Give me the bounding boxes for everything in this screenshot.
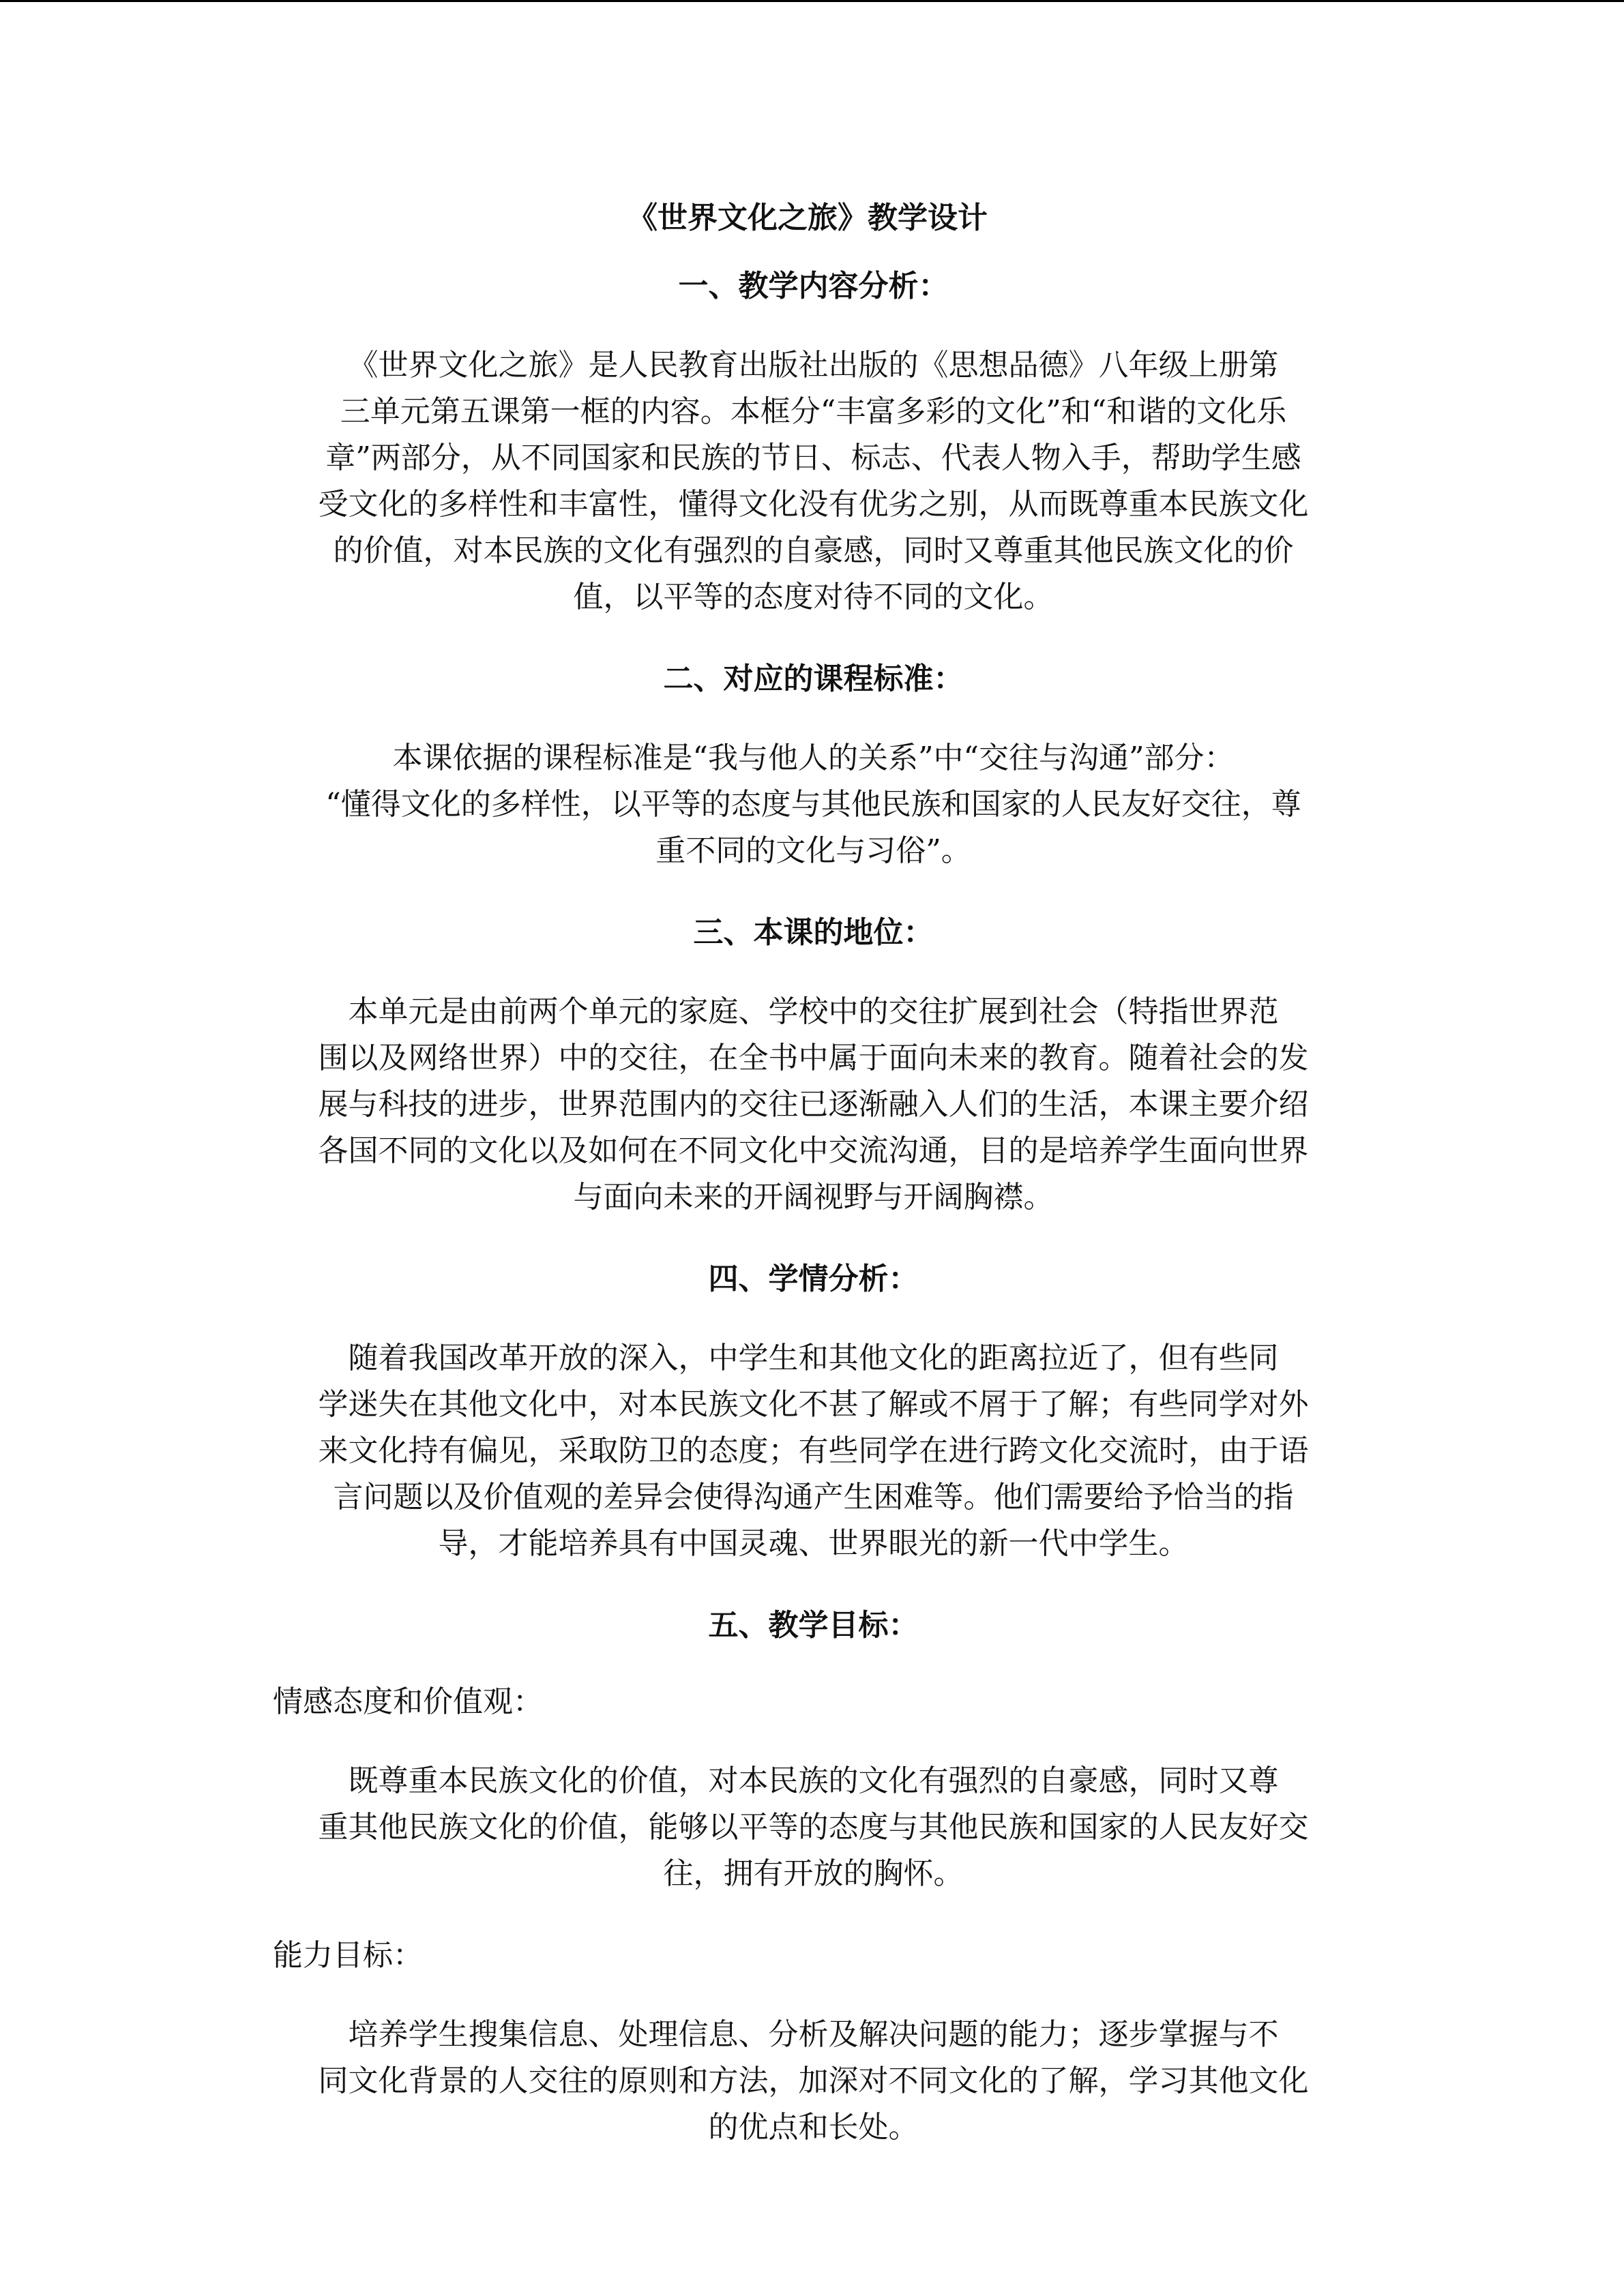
- section-heading-learner-analysis: 四、学情分析：: [708, 1262, 919, 1296]
- paragraph-line: 各国不同的文化以及如何在不同文化中交流沟通，目的是培养学生面向世界: [318, 1133, 1309, 1168]
- paragraph-line: 导，才能培养具有中国灵魂、世界眼光的新一代中学生。: [438, 1526, 1189, 1561]
- document-title: 《世界文化之旅》教学设计: [628, 200, 988, 235]
- subsection-paragraph-attitude-values: [273, 1758, 1354, 1897]
- section-paragraph-lesson-position: [273, 989, 1354, 1221]
- paragraph-line: 既尊重本民族文化的价值，对本民族的文化有强烈的自豪感，同时又尊: [348, 1763, 1279, 1798]
- paragraph-line: 培养学生搜集信息、处理信息、分析及解决问题的能力；逐步掌握与不: [348, 2017, 1279, 2052]
- paragraph-line: “懂得文化的多样性，以平等的态度与其他民族和国家的人民友好交往，尊: [325, 787, 1301, 822]
- paragraph-line: 的优点和长处。: [708, 2110, 919, 2145]
- paragraph-line: 言问题以及价值观的差异会使得沟通产生困难等。他们需要给予恰当的指: [333, 1480, 1294, 1515]
- paragraph-line: 重不同的文化与习俗”。: [655, 833, 971, 868]
- subsection-paragraph-ability-goals: [273, 2012, 1354, 2151]
- paragraph-line: 的价值，对本民族的文化有强烈的自豪感，同时又尊重其他民族文化的价: [333, 533, 1294, 568]
- subsection-label-attitude-values: 情感态度和价值观：: [273, 1684, 543, 1719]
- subsection-label-ability-goals: 能力目标：: [273, 1938, 423, 1973]
- paragraph-line: 同文化背景的人交往的原则和方法，加深对不同文化的了解，学习其他文化: [318, 2063, 1309, 2098]
- paragraph-line: 与面向未来的开阔视野与开阔胸襟。: [573, 1180, 1054, 1214]
- paragraph-line: 本课依据的课程标准是“我与他人的关系”中“交往与沟通”部分：: [392, 741, 1235, 775]
- paragraph-line: 重其他民族文化的价值，能够以平等的态度与其他民族和国家的人民友好交: [318, 1810, 1309, 1845]
- paragraph-line: 学迷失在其他文化中，对本民族文化不甚了解或不屑于了解；有些同学对外: [318, 1387, 1309, 1422]
- paragraph-line: 三单元第五课第一框的内容。本框分“丰富多彩的文化”和“和谐的文化乐: [340, 394, 1287, 429]
- paragraph-line: 展与科技的进步，世界范围内的交往已逐渐融入人们的生活，本课主要介绍: [318, 1087, 1309, 1122]
- section-paragraph-content-analysis: [273, 342, 1354, 621]
- paragraph-line: 受文化的多样性和丰富性，懂得文化没有优劣之别，从而既尊重本民族文化: [318, 487, 1309, 522]
- paragraph-line: 来文化持有偏见，采取防卫的态度；有些同学在进行跨文化交流时，由于语: [318, 1433, 1309, 1468]
- page-top-border: [0, 0, 1624, 2]
- paragraph-line: 往，拥有开放的胸怀。: [663, 1856, 964, 1891]
- section-heading-content-analysis: 一、教学内容分析：: [678, 269, 949, 303]
- document-page: [273, 198, 1354, 2151]
- paragraph-line: 《世界文化之旅》是人民教育出版社出版的《思想品德》八年级上册第: [348, 348, 1279, 383]
- section-paragraph-curriculum-standard: [273, 735, 1354, 874]
- paragraph-line: 值，以平等的态度对待不同的文化。: [573, 580, 1054, 614]
- section-paragraph-learner-analysis: [273, 1335, 1354, 1567]
- section-heading-curriculum-standard: 二、对应的课程标准：: [663, 661, 964, 696]
- paragraph-line: 围以及网络世界）中的交往，在全书中属于面向未来的教育。随着社会的发: [318, 1041, 1309, 1075]
- paragraph-line: 章”两部分，从不同国家和民族的节日、标志、代表人物入手，帮助学生感: [325, 441, 1301, 475]
- paragraph-line: 随着我国改革开放的深入，中学生和其他文化的距离拉近了，但有些同: [348, 1341, 1279, 1375]
- section-heading-lesson-position: 三、本课的地位：: [693, 915, 934, 950]
- paragraph-line: 本单元是由前两个单元的家庭、学校中的交往扩展到社会（特指世界范: [348, 994, 1279, 1029]
- section-heading-teaching-goals: 五、教学目标：: [708, 1608, 919, 1643]
